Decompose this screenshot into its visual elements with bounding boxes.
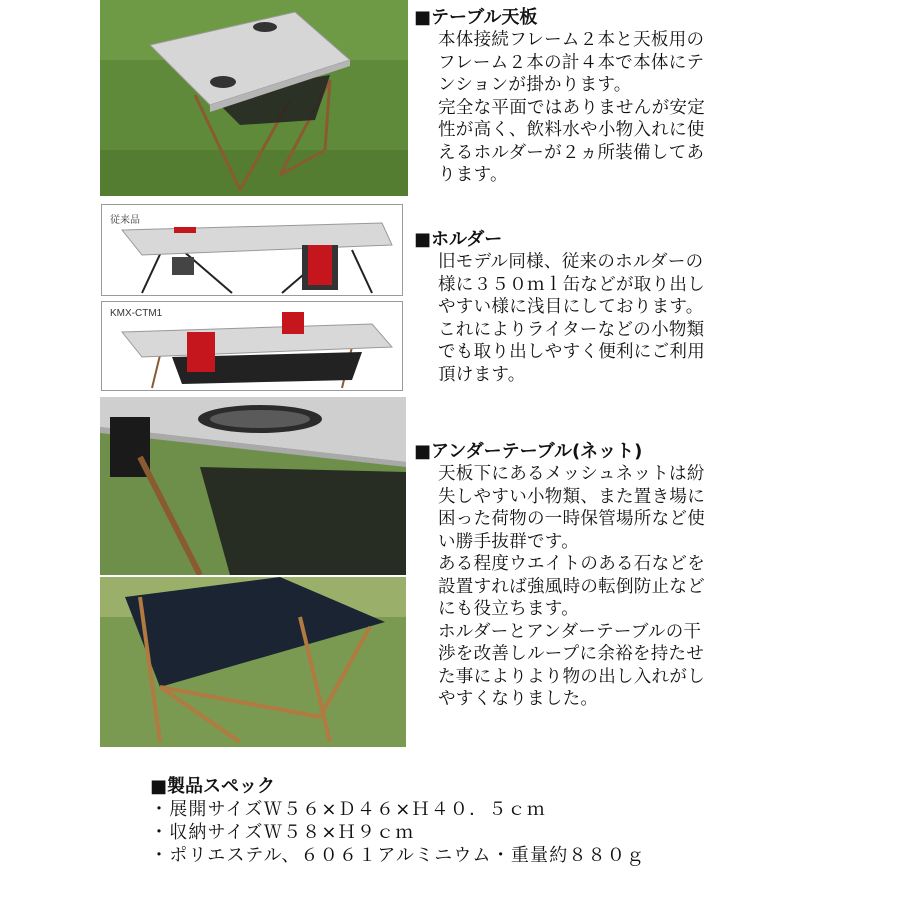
spec-item: ・収納サイズＷ５８×Ｈ９ｃｍ — [150, 822, 415, 843]
holder-closeup-photo — [100, 397, 406, 575]
section-title: ■テーブル天板 — [414, 7, 538, 28]
spec-item: ・展開サイズＷ５６×Ｄ４６×Ｈ４０．５ｃｍ — [150, 799, 546, 820]
new-model-photo — [101, 301, 403, 391]
section-holder — [414, 228, 900, 386]
new-model-label: KMX-CTM1 — [110, 308, 163, 319]
section-body: 天板下にあるメッシュネットは紛 失しやすい小物類、また置き場に 困った荷物の一時保管場所など使 い勝手抜群です。 ある程度ウエイトのある石などを 設置すれば強風時の転倒防止など にも役立ちます。 ホルダーとアンダーテーブルの干 渉を改善しループに余裕を持たせ た事によりより物の出し入れがし やすくなりました。 — [438, 464, 705, 709]
section-body: 本体接続フレーム２本と天板用の フレーム２本の計４本で本体にテ ンションが掛かります。 完全な平面ではありませんが安定 性が高く、飲料水や小物入れに使 えるホルダーが２ヵ所装備してあ ります。 — [438, 30, 705, 185]
section-body: 旧モデル同様、従来のホルダーの 様に３５０ｍｌ缶などが取り出し やすい様に浅目にしております。 これによりライターなどの小物類 でも取り出しやすく便利にご利用 頂けます。 — [438, 252, 705, 385]
spec-item: ・ポリエステル、６０６１アルミニウム・重量約８８０ｇ — [150, 845, 646, 866]
table-top-photo — [100, 0, 408, 196]
spec-title: ■製品スペック — [150, 776, 276, 797]
section-title: ■ホルダー — [414, 229, 503, 250]
section-title: ■アンダーテーブル(ネット) — [414, 441, 643, 462]
old-model-photo — [101, 204, 403, 296]
section-table-top — [414, 6, 900, 187]
under-net-photo — [100, 577, 406, 747]
product-spec — [150, 775, 890, 867]
section-under-table — [414, 440, 900, 711]
old-model-label: 従来品 — [110, 215, 140, 226]
